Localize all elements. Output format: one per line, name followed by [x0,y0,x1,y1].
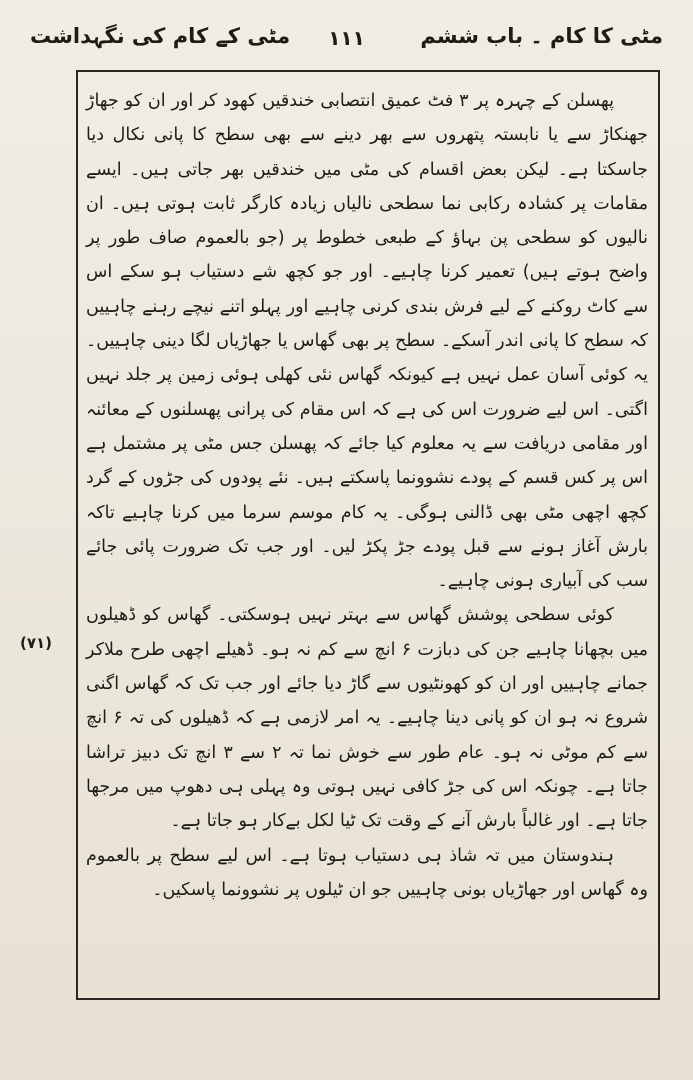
page-number: ۱۱۱ [328,26,365,50]
paragraph-2: کوئی سطحی پوشش گھاس سے بہتر نہیں ہوسکتی۔ گھاس کو ڈھیلوں میں بچھانا چاہیے جن کی دبازت ۶ انچ سے کم نہ ہو۔ ڈھیلے اچھی طرح ملاکر جمانے چاہییں اور ان کو کھونٹیوں سے گاڑ دیا جائے اور جب تک کہ گھاس اگنی شروع نہ ہو ان کو پانی دینا چاہیے۔ یہ امر لازمی ہے کہ ڈھیلوں کی تہ ۶ انچ سے کم موٹی نہ ہو۔ عام طور سے خوش نما تہ ۲ سے ۳ انچ تک دبیز تراشا جاتا ہے۔ چونکہ اس کی جڑ کافی نہیں ہوتی وہ پہلی ہی دھوپ میں مرجھا جاتا ہے۔ اور غالباً بارش آنے کے وقت تک ٹیا لکل بےکار ہو جاتا ہے۔ [86,605,648,832]
running-title: مٹی کا کام ۔ باب ششم [420,24,663,48]
margin-note: (۷۱) [20,634,53,652]
page-header [24,18,669,62]
paragraph-3: ہندوستان میں تہ شاذ ہی دستیاب ہوتا ہے۔ اس لیے سطح پر بالعموم وہ گھاس اور جھاڑیاں بونی چاہییں جو ان ٹیلوں پر نشوونما پاسکیں۔ [86,845,648,900]
body-text [86,84,648,907]
paragraph-1: پھسلن کے چہرہ پر ۳ فٹ عمیق انتصابی خندقیں کھود کر اور ان کو جھاڑ جھنکاڑ سے یا نابستہ پتھروں سے بھر دینے سے بھی سطح کا پانی نکال دیا جاسکتا ہے۔ لیکن بعض اقسام کی مٹی میں خندقیں بھر جاتی ہیں۔ ایسے مقامات پر کشادہ رکابی نما سطحی نالیاں زیادہ کارگر ثابت ہوتی ہیں۔ ان نالیوں کو سطحی پن بہاؤ کے طبعی خطوط پر (جو بالعموم صاف طور پر واضح ہوتے ہیں) تعمیر کرنا چاہیے۔ اور جو کچھ شے دستیاب ہو سکے اس سے کاٹ روکنے کے لیے فرش بندی کرنی چاہیے اور پہلو اتنے نیچے رہنے چاہییں کہ سطح کا پانی اندر آسکے۔ سطح پر بھی گھاس یا جھاڑیاں لگا دینی چاہییں۔ یہ کوئی آسان عمل نہیں ہے کیونکہ گھاس نئی کھلی ہوئی زمین پر جلد نہیں اگتی۔ اس لیے ضرورت اس کی ہے کہ اس مقام کی پرانی پھسلنوں کے معائنہ اور مقامی دریافت سے یہ معلوم کیا جائے کہ پھسلن جس مٹی پر مشتمل ہے اس پر کس قسم کے پودے نشوونما پاسکتے ہیں۔ نئے پودوں کی جڑوں کے گرد کچھ اچھی مٹی بھی ڈالنی ہوگی۔ یہ کام موسم سرما میں کرنا چاہیے تاکہ بارش آغاز ہونے سے قبل پودے جڑ پکڑ لیں۔ اور جب تک ضرورت پائی جائے سب کی آبیاری ہونی چاہیے۔ [86,91,648,592]
chapter-title: مٹی کے کام کی نگہداشت [30,24,291,48]
